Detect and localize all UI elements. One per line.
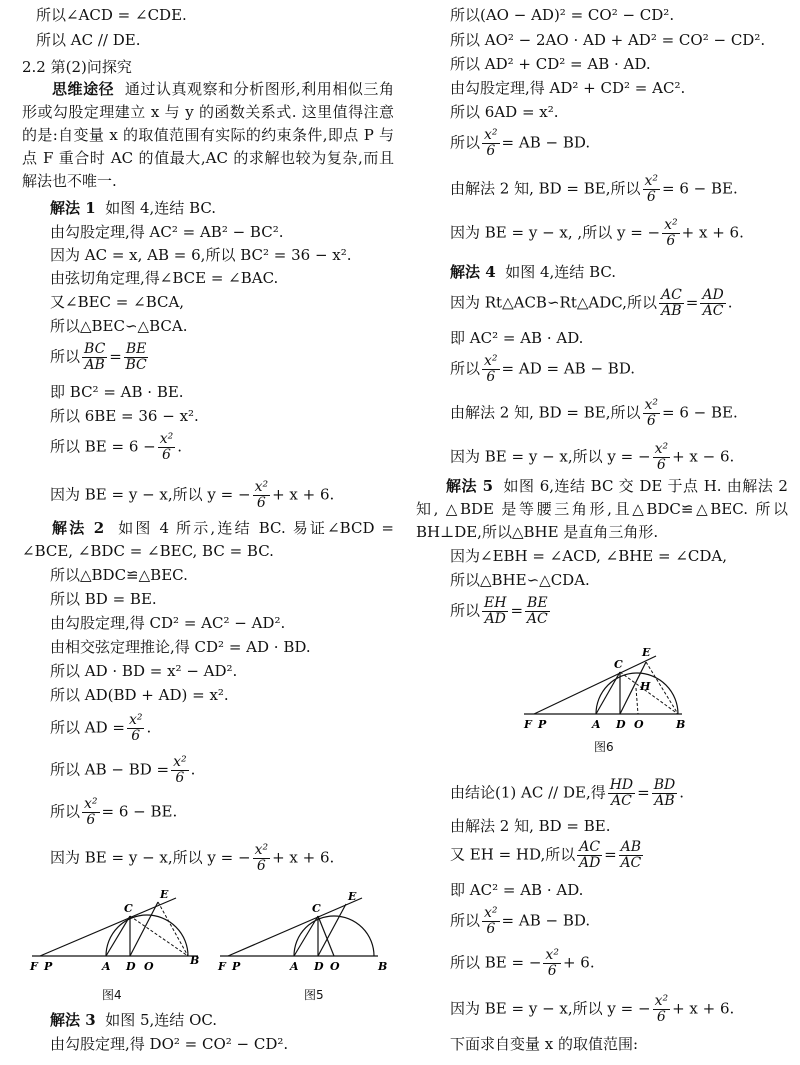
text-line: 下面求自变量 x 的取值范围: <box>450 1035 639 1053</box>
svg-text:E: E <box>160 888 169 901</box>
text-line: 即 AC² = AB · AD. <box>450 329 584 347</box>
formula-line: 所以 $\frac{\text{x²}}{6}$ = 6 − BE. <box>50 796 178 828</box>
svg-text:C: C <box>614 658 623 671</box>
svg-text:E: E <box>348 890 357 903</box>
text-line: 由勾股定理,得 CD² = AC² − AD². <box>50 614 286 632</box>
formula-line: 因为 BE = y − x, ,所以 y = − $\frac{\text{x²}}{6}$ + x + 6. <box>450 217 744 249</box>
figure-4-caption: 图4 <box>102 988 122 1002</box>
svg-text:P: P <box>44 960 53 972</box>
method-1-heading: 解法 1 如图 4,连结 BC. <box>50 199 217 217</box>
figure-6 <box>516 642 696 730</box>
method-2-paragraph: 解法 2 如图 4 所示,连结 BC. 易证∠BCD = ∠BCE, ∠BDC = ∠BEC, BC = BC. <box>22 519 394 560</box>
svg-text:P: P <box>538 718 547 730</box>
svg-text:C: C <box>312 902 321 915</box>
formula-line: 所以 $\frac{\text{x²}}{6}$ = AB − BD. <box>450 905 591 937</box>
method-3-heading: 解法 3 如图 5,连结 OC. <box>50 1011 218 1029</box>
text-line: 由勾股定理,得 DO² = CO² − CD². <box>50 1035 289 1053</box>
formula-line: 因为 BE = y − x,所以 y = − $\frac{\text{x²}}{6}$ + x − 6. <box>450 441 735 473</box>
formula-line: 所以 BE = − $\frac{\text{x²}}{6}$ + 6. <box>450 947 595 979</box>
method-4-heading: 解法 4 如图 4,连结 BC. <box>450 263 617 281</box>
thinking-paragraph: 思维途径 通过认真观察和分析图形,利用相似三角形或勾股定理建立 x 与 y 的函数关系式. 这里值得注意的是:自变量 x 的取值范围有实际的约束条件,即点 P 与点 F 重合时 AC 的值最大,AC 的求解也较为复杂,而且解法也不唯一. <box>22 80 394 190</box>
formula-line: 所以 AB − BD = $\frac{\text{x²}}{6}$ . <box>50 754 196 786</box>
text-line: 由勾股定理,得 AC² = AB² − BC². <box>50 223 284 241</box>
formula-line: 由解法 2 知, BD = BE,所以 $\frac{\text{x²}}{6}$ = 6 − BE. <box>450 397 738 429</box>
text-line: 所以 AC // DE. <box>36 31 141 49</box>
svg-text:C: C <box>124 902 133 915</box>
figure-5 <box>214 884 394 972</box>
text-line: 所以△BEC∽△BCA. <box>50 317 188 335</box>
svg-text:F: F <box>30 960 38 972</box>
text-line: 即 AC² = AB · AD. <box>450 881 584 899</box>
text-line: 所以∠ACD = ∠CDE. <box>36 6 187 24</box>
text-line: 因为 AC = x, AB = 6,所以 BC² = 36 − x². <box>50 246 352 264</box>
text-line: 所以△BHE∽△CDA. <box>450 571 590 589</box>
svg-text:O: O <box>330 960 340 972</box>
method-5-paragraph: 解法 5 如图 6,连结 BC 交 DE 于点 H. 由解法 2 知, △BDE 是等腰三角形,且△BDC≌△BEC. 所以 BH⊥DE,所以△BHE 是直角三角形. <box>416 477 788 541</box>
formula-line: 所以 AD = $\frac{\text{x²}}{6}$ . <box>50 712 152 744</box>
text-line: 由勾股定理,得 AD² + CD² = AC². <box>450 79 686 97</box>
figure-5-caption: 图5 <box>304 988 324 1002</box>
figure-4 <box>26 884 211 972</box>
svg-text:F: F <box>524 718 532 730</box>
text-line: 由解法 2 知, BD = BE. <box>450 817 611 835</box>
svg-text:B: B <box>190 954 200 967</box>
text-line: 即 BC² = AB · BE. <box>50 383 184 401</box>
svg-text:D: D <box>616 718 626 730</box>
formula-line: 因为 Rt△ACB∽Rt△ADC,所以 $\frac{AC}{AB}$ = $\frac{AD}{AC}$ . <box>450 287 733 319</box>
formula-line: 由结论(1) AC // DE,得 $\frac{HD}{AC}$ = $\frac{BD}{AB}$ . <box>450 777 685 809</box>
formula-line: 又 EH = HD,所以 $\frac{AC}{AD}$ = $\frac{AB}{AC}$ <box>450 839 642 871</box>
text-line: 所以(AO − AD)² = CO² − CD². <box>450 6 675 24</box>
formula-line: 由解法 2 知, BD = BE,所以 $\frac{\text{x²}}{6}$ = 6 − BE. <box>450 173 738 205</box>
text-line: 所以 BD = BE. <box>50 590 157 608</box>
svg-text:B: B <box>676 718 686 730</box>
text-line: 由弦切角定理,得∠BCE = ∠BAC. <box>50 269 279 287</box>
formula-line: 所以 BE = 6 − $\frac{\text{x²}}{6}$ . <box>50 431 183 463</box>
formula-line: 所以 $\frac{EH}{AD}$ = $\frac{BE}{AC}$ <box>450 595 548 627</box>
text-line: 又∠BEC = ∠BCA, <box>50 293 185 311</box>
svg-text:D: D <box>314 960 324 972</box>
text-line: 所以 6BE = 36 − x². <box>50 407 199 425</box>
text-line: 所以 AO² − 2AO · AD + AD² = CO² − CD². <box>450 31 766 49</box>
section-heading: 2.2 第(2)问探究 <box>22 58 132 76</box>
figure-6-caption: 图6 <box>594 740 614 754</box>
text-line: 所以 6AD = x². <box>450 103 559 121</box>
formula-line: 因为 BE = y − x,所以 y = − $\frac{\text{x²}}{6}$ + x + 6. <box>50 842 335 874</box>
formula-line: 所以 $\frac{BC}{AB}$ = $\frac{BE}{BC}$ <box>50 341 147 373</box>
svg-text:P: P <box>232 960 241 972</box>
svg-text:A: A <box>290 960 299 972</box>
text-line: 所以 AD · BD = x² − AD². <box>50 662 238 680</box>
svg-text:D: D <box>126 960 136 972</box>
svg-text:A: A <box>592 718 601 730</box>
svg-text:B: B <box>378 960 388 972</box>
svg-text:H: H <box>640 680 651 693</box>
text-line: 由相交弦定理推论,得 CD² = AD · BD. <box>50 638 311 656</box>
svg-text:F: F <box>218 960 226 972</box>
svg-text:O: O <box>634 718 644 730</box>
formula-line: 因为 BE = y − x,所以 y = − $\frac{\text{x²}}{6}$ + x + 6. <box>50 479 335 511</box>
formula-line: 所以 $\frac{\text{x²}}{6}$ = AB − BD. <box>450 127 591 159</box>
text-line: 因为∠EBH = ∠ACD, ∠BHE = ∠CDA, <box>450 547 728 565</box>
text-line: 所以 AD² + CD² = AB · AD. <box>450 55 651 73</box>
svg-text:O: O <box>144 960 154 972</box>
formula-line: 所以 $\frac{\text{x²}}{6}$ = AD = AB − BD. <box>450 353 636 385</box>
svg-text:A: A <box>102 960 111 972</box>
svg-text:E: E <box>642 646 651 659</box>
formula-line: 因为 BE = y − x,所以 y = − $\frac{\text{x²}}{6}$ + x + 6. <box>450 993 735 1025</box>
text-line: 所以△BDC≌△BEC. <box>50 566 188 584</box>
text-line: 所以 AD(BD + AD) = x². <box>50 686 229 704</box>
